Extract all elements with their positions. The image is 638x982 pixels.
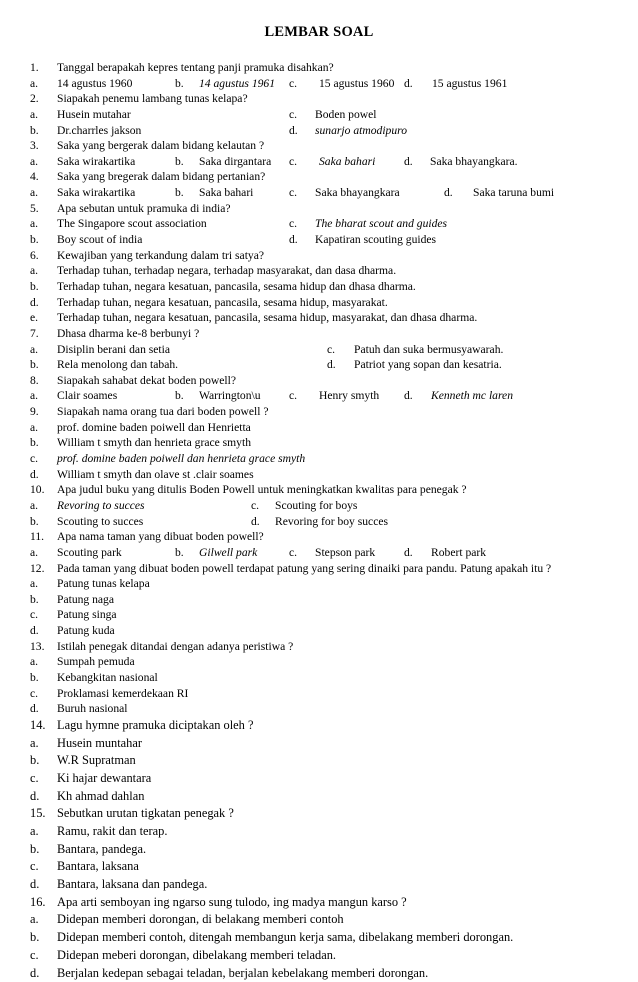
row-text: Bantara, pandega. — [57, 841, 147, 856]
option-row — [30, 858, 620, 876]
row-label: a. — [30, 420, 39, 434]
option-text: The bharat scout and guides — [315, 217, 448, 231]
option-text: Boy scout of india — [57, 233, 143, 247]
option-row — [30, 947, 620, 965]
option-text: Gilwell park — [199, 545, 258, 559]
option-text: Revoring to succes — [57, 498, 145, 512]
row-label: b. — [30, 592, 39, 606]
option-row — [30, 701, 620, 717]
question-row — [30, 561, 620, 577]
row-label: b. — [30, 279, 39, 293]
row-text: Didepan memberi dorongan, di belakang memberi contoh — [57, 912, 344, 927]
row-text: Terhadap tuhan, negara kesatuan, pancasila, sesama hidup, masyarakat. — [57, 295, 388, 309]
option-row — [30, 498, 620, 514]
question-row — [30, 138, 620, 154]
question-row — [30, 91, 620, 107]
row-label: b. — [30, 233, 39, 247]
option-row — [30, 76, 620, 92]
option-letter: d. — [404, 545, 413, 559]
option-row — [30, 788, 620, 806]
row-label: a. — [30, 545, 39, 559]
option-row — [30, 752, 620, 770]
row-label: 16. — [30, 894, 46, 909]
option-row — [30, 232, 620, 248]
row-label: 6. — [30, 248, 39, 262]
option-text: Saka wirakartika — [57, 186, 136, 200]
option-row — [30, 965, 620, 982]
row-label: c. — [30, 608, 39, 622]
row-text: Terhadap tuhan, negara kesatuan, pancasila, sesama hidup, masyarakat, dan dhasa dharma. — [57, 311, 478, 325]
row-label: a. — [30, 217, 39, 231]
question-row — [30, 404, 620, 420]
row-text: Berjalan kedepan sebagai teladan, berjalan kebelakang memberi dorongan. — [57, 965, 429, 980]
option-row — [30, 451, 620, 467]
row-label: a. — [30, 912, 39, 927]
row-text: Ramu, rakit dan terap. — [57, 824, 168, 839]
option-text: Patriot yang sopan dan kesatria. — [354, 358, 502, 372]
question-row — [30, 60, 620, 76]
row-label: b. — [30, 930, 40, 945]
option-row — [30, 357, 620, 373]
row-text: Patung singa — [57, 608, 117, 622]
row-label: b. — [30, 514, 39, 528]
option-text: Robert park — [431, 545, 487, 559]
row-text: Buruh nasional — [57, 702, 128, 716]
row-text: Tanggal berapakah kepres tentang panji pramuka disahkan? — [57, 61, 334, 74]
row-text: Didepan meberi dorongan, dibelakang memberi teladan. — [57, 947, 337, 962]
row-text: Husein muntahar — [57, 735, 142, 750]
question-row — [30, 717, 620, 735]
row-label: d. — [30, 702, 39, 716]
option-text: Saka wirakartika — [57, 154, 136, 168]
row-label: 3. — [30, 139, 39, 153]
row-label: a. — [30, 655, 39, 669]
option-text: Patuh dan suka bermusyawarah. — [354, 342, 504, 356]
row-text: Didepan memberi contoh, ditengah membangun kerja sama, dibelakang memberi dorongan. — [57, 930, 514, 945]
page-title: LEMBAR SOAL — [264, 24, 374, 40]
row-label: a. — [30, 264, 39, 278]
row-label: c. — [30, 770, 39, 785]
option-text: 14 agustus 1961 — [199, 76, 276, 90]
option-row — [30, 310, 620, 326]
row-text: Sumpah pemuda — [57, 655, 135, 669]
row-label: b. — [30, 358, 39, 372]
option-row — [30, 735, 620, 753]
row-label: a. — [30, 76, 39, 90]
row-text: Kh ahmad dahlan — [57, 788, 145, 803]
option-row — [30, 929, 620, 947]
option-letter: c. — [289, 545, 298, 559]
row-label: a. — [30, 342, 39, 356]
option-row — [30, 576, 620, 592]
option-row — [30, 388, 620, 404]
row-label: 1. — [30, 61, 39, 74]
option-text: Henry smyth — [319, 389, 380, 403]
option-row — [30, 623, 620, 639]
question-row — [30, 248, 620, 264]
option-letter: d. — [251, 514, 260, 528]
row-text: Dhasa dharma ke-8 berbunyi ? — [57, 326, 200, 340]
option-letter: b. — [175, 389, 184, 403]
question-row — [30, 169, 620, 185]
option-text: Husein mutahar — [57, 107, 131, 121]
option-row — [30, 295, 620, 311]
option-row — [30, 435, 620, 451]
row-text: Terhadap tuhan, negara kesatuan, pancasila, sesama hidup dan dhasa dharma. — [57, 279, 416, 293]
option-row — [30, 545, 620, 561]
row-text: Patung kuda — [57, 624, 115, 638]
row-text: Saka yang bregerak dalam bidang pertanian? — [57, 170, 266, 184]
option-letter: c. — [289, 154, 298, 168]
row-label: 8. — [30, 373, 39, 387]
row-text: Bantara, laksana — [57, 859, 139, 874]
option-letter: c. — [289, 217, 298, 231]
question-sheet — [30, 60, 620, 982]
row-label: a. — [30, 186, 39, 200]
row-label: d. — [30, 877, 40, 892]
row-text: Siapakah sahabat dekat boden powell? — [57, 373, 236, 387]
row-label: a. — [30, 577, 39, 591]
row-label: a. — [30, 824, 39, 839]
row-text: Patung tunas kelapa — [57, 577, 150, 591]
row-label: d. — [30, 624, 39, 638]
option-row — [30, 467, 620, 483]
option-letter: d. — [289, 233, 298, 247]
row-text: Siapakah nama orang tua dari boden powell ? — [57, 405, 269, 419]
option-text: Kenneth mc laren — [431, 389, 513, 403]
row-text: Ki hajar dewantara — [57, 770, 152, 785]
row-label: a. — [30, 389, 39, 403]
row-text: prof. domine baden poiwell dan henrieta grace smyth — [57, 452, 306, 466]
question-row — [30, 373, 620, 389]
row-label: d. — [30, 788, 40, 803]
option-text: Revoring for boy succes — [275, 514, 389, 528]
option-row — [30, 342, 620, 358]
question-row — [30, 482, 620, 498]
row-label: b. — [30, 123, 39, 137]
option-row — [30, 607, 620, 623]
question-row — [30, 805, 620, 823]
row-text: Istilah penegak ditandai dengan adanya peristiwa ? — [57, 639, 294, 653]
row-label: c. — [30, 947, 39, 962]
option-text: 15 agustus 1960 — [319, 76, 395, 90]
option-letter: b. — [175, 154, 184, 168]
row-text: prof. domine baden poiwell dan Henrietta — [57, 420, 251, 434]
option-text: Warrington\u — [199, 389, 261, 403]
row-text: Kewajiban yang terkandung dalam tri satya? — [57, 248, 265, 262]
option-letter: d. — [404, 154, 413, 168]
row-text: William t smyth dan henrieta grace smyth — [57, 436, 251, 450]
option-letter: c. — [289, 107, 298, 121]
option-letter: b. — [175, 186, 184, 200]
option-row — [30, 686, 620, 702]
row-label: 12. — [30, 561, 45, 575]
row-text: Proklamasi kemerdekaan RI — [57, 686, 189, 700]
option-row — [30, 420, 620, 436]
row-label: a. — [30, 154, 39, 168]
option-row — [30, 185, 620, 201]
question-row — [30, 529, 620, 545]
option-row — [30, 911, 620, 929]
row-label: d. — [30, 467, 39, 481]
row-label: d. — [30, 965, 40, 980]
option-row — [30, 279, 620, 295]
row-text: Apa nama taman yang dibuat boden powell? — [57, 530, 264, 544]
row-text: Saka yang bergerak dalam bidang kelautan ? — [57, 139, 265, 153]
row-label: d. — [30, 295, 39, 309]
option-row — [30, 770, 620, 788]
row-text: Patung naga — [57, 592, 114, 606]
question-row — [30, 639, 620, 655]
option-text: 15 agustus 1961 — [432, 76, 508, 90]
row-label: 14. — [30, 717, 46, 732]
row-text: Pada taman yang dibuat boden powell terdapat patung yang sering dinaiki para pandu. Patung apakah itu ? — [57, 561, 552, 575]
row-label: 15. — [30, 806, 46, 821]
option-row — [30, 592, 620, 608]
row-label: a. — [30, 498, 39, 512]
option-text: Saka bahari — [199, 186, 254, 200]
row-label: a. — [30, 735, 39, 750]
option-letter: d. — [289, 123, 298, 137]
option-text: Scouting to succes — [57, 514, 144, 528]
option-text: Saka taruna bumi — [473, 186, 555, 200]
option-row — [30, 841, 620, 859]
question-row — [30, 201, 620, 217]
option-text: Saka bahari — [319, 154, 376, 168]
row-label: 7. — [30, 326, 39, 340]
option-text: Clair soames — [57, 389, 118, 403]
option-row — [30, 216, 620, 232]
row-text: Lagu hymne pramuka diciptakan oleh ? — [57, 717, 254, 732]
option-row — [30, 514, 620, 530]
option-text: Saka bhayangkara — [315, 186, 400, 200]
option-row — [30, 876, 620, 894]
row-text: Terhadap tuhan, terhadap negara, terhadap masyarakat, dan dasa dharma. — [57, 264, 397, 278]
row-text: Siapakah penemu lambang tunas kelapa? — [57, 92, 248, 106]
row-label: 2. — [30, 92, 39, 106]
option-letter: b. — [175, 545, 184, 559]
option-text: The Singapore scout association — [57, 217, 207, 231]
option-text: Dr.charrles jakson — [57, 123, 142, 137]
option-row — [30, 107, 620, 123]
option-text: Saka bhayangkara. — [430, 154, 518, 168]
row-text: W.R Supratman — [57, 753, 136, 768]
row-text: Kebangkitan nasional — [57, 670, 158, 684]
row-text: Sebutkan urutan tigkatan penegak ? — [57, 806, 234, 821]
row-label: 9. — [30, 405, 39, 419]
option-row — [30, 123, 620, 139]
option-letter: d. — [444, 186, 453, 200]
option-row — [30, 823, 620, 841]
row-label: 5. — [30, 201, 39, 215]
option-letter: c. — [289, 76, 298, 90]
row-text: William t smyth dan olave st .clair soames — [57, 467, 254, 481]
option-row — [30, 654, 620, 670]
row-label: a. — [30, 107, 39, 121]
row-label: b. — [30, 841, 40, 856]
row-label: 11. — [30, 530, 45, 544]
row-label: c. — [30, 859, 39, 874]
row-text: Apa judul buku yang ditulis Boden Powell untuk meningkatkan kwalitas para penegak ? — [57, 483, 467, 497]
option-text: Scouting park — [57, 545, 122, 559]
option-letter: c. — [289, 389, 298, 403]
option-row — [30, 670, 620, 686]
row-label: c. — [30, 452, 39, 466]
option-text: Boden powel — [315, 107, 377, 121]
option-letter: d. — [327, 358, 336, 372]
row-text: Apa sebutan untuk pramuka di india? — [57, 201, 231, 215]
option-letter: d. — [404, 389, 413, 403]
option-row — [30, 263, 620, 279]
option-text: Kapatiran scouting guides — [315, 233, 437, 247]
row-label: b. — [30, 753, 40, 768]
row-label: e. — [30, 311, 39, 325]
option-row — [30, 154, 620, 170]
row-label: 13. — [30, 639, 45, 653]
option-letter: c. — [251, 498, 260, 512]
row-label: b. — [30, 670, 39, 684]
option-text: Rela menolong dan tabah. — [57, 358, 179, 372]
option-text: Scouting for boys — [275, 498, 358, 512]
option-text: Saka dirgantara — [199, 154, 272, 168]
option-text: 14 agustus 1960 — [57, 76, 133, 90]
row-label: 10. — [30, 483, 45, 497]
row-label: b. — [30, 436, 39, 450]
row-label: c. — [30, 686, 39, 700]
row-label: 4. — [30, 170, 39, 184]
row-text: Bantara, laksana dan pandega. — [57, 877, 208, 892]
row-text: Apa arti semboyan ing ngarso sung tulodo, ing madya mangun karso ? — [57, 894, 407, 909]
question-row — [30, 326, 620, 342]
option-text: Stepson park — [315, 545, 376, 559]
option-letter: c. — [289, 186, 298, 200]
option-letter: c. — [327, 342, 336, 356]
option-text: sunarjo atmodipuro — [315, 123, 408, 137]
option-letter: d. — [404, 76, 413, 90]
option-letter: b. — [175, 76, 184, 90]
option-text: Disiplin berani dan setia — [57, 342, 171, 356]
